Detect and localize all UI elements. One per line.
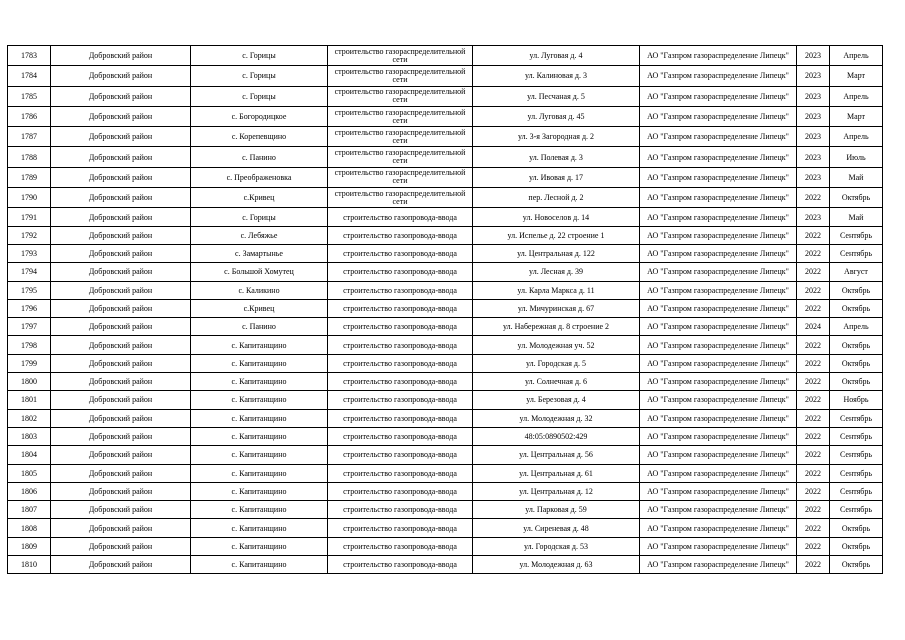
cell-work-type: строительство газопровода-ввода (328, 281, 473, 299)
table-row (8, 519, 883, 537)
cell-month: Апрель (830, 86, 883, 106)
cell-month: Сентябрь (830, 446, 883, 464)
cell-row-number: 1801 (8, 391, 51, 409)
table-row (8, 281, 883, 299)
cell-work-type: строительство газопровода-ввода (328, 244, 473, 262)
cell-address: ул. Центральная д. 61 (473, 464, 640, 482)
table-row (8, 482, 883, 500)
cell-address: ул. Центральная д. 12 (473, 482, 640, 500)
cell-settlement: с. Богородицкое (191, 106, 328, 126)
cell-work-type: строительство газопровода-ввода (328, 299, 473, 317)
table-row (8, 244, 883, 262)
cell-work-type: строительство газораспределительной сети (328, 106, 473, 126)
cell-row-number: 1804 (8, 446, 51, 464)
cell-month: Апрель (830, 127, 883, 147)
cell-district: Добровский район (51, 354, 191, 372)
cell-year: 2023 (797, 66, 830, 86)
cell-row-number: 1783 (8, 46, 51, 66)
cell-organization: АО "Газпром газораспределение Липецк" (640, 263, 797, 281)
table-row (8, 66, 883, 86)
cell-month: Сентябрь (830, 226, 883, 244)
cell-address: пер. Лесной д. 2 (473, 188, 640, 208)
cell-month: Октябрь (830, 556, 883, 574)
cell-address: ул. Испелье д. 22 строение 1 (473, 226, 640, 244)
cell-month: Октябрь (830, 188, 883, 208)
cell-organization: АО "Газпром газораспределение Липецк" (640, 354, 797, 372)
cell-work-type: строительство газораспределительной сети (328, 167, 473, 187)
cell-row-number: 1796 (8, 299, 51, 317)
table-row (8, 263, 883, 281)
cell-work-type: строительство газопровода-ввода (328, 336, 473, 354)
cell-year: 2022 (797, 519, 830, 537)
cell-year: 2022 (797, 281, 830, 299)
cell-organization: АО "Газпром газораспределение Липецк" (640, 501, 797, 519)
cell-settlement: с. Корепевщино (191, 127, 328, 147)
cell-row-number: 1809 (8, 537, 51, 555)
cell-settlement: с. Горицы (191, 46, 328, 66)
cell-year: 2022 (797, 537, 830, 555)
cell-settlement: с. Капитанщино (191, 409, 328, 427)
cell-district: Добровский район (51, 226, 191, 244)
cell-settlement: с. Капитанщино (191, 427, 328, 445)
table-row (8, 299, 883, 317)
table-row (8, 446, 883, 464)
cell-month: Сентябрь (830, 464, 883, 482)
cell-work-type: строительство газораспределительной сети (328, 188, 473, 208)
cell-row-number: 1794 (8, 263, 51, 281)
cell-month: Сентябрь (830, 427, 883, 445)
table-body (8, 46, 883, 574)
cell-district: Добровский район (51, 318, 191, 336)
cell-settlement: с.Кривец (191, 188, 328, 208)
cell-organization: АО "Газпром газораспределение Липецк" (640, 226, 797, 244)
cell-organization: АО "Газпром газораспределение Липецк" (640, 66, 797, 86)
cell-organization: АО "Газпром газораспределение Липецк" (640, 86, 797, 106)
cell-month: Октябрь (830, 537, 883, 555)
cell-settlement: с. Капитанщино (191, 464, 328, 482)
cell-month: Сентябрь (830, 482, 883, 500)
cell-year: 2022 (797, 391, 830, 409)
table-row (8, 537, 883, 555)
cell-year: 2023 (797, 167, 830, 187)
cell-organization: АО "Газпром газораспределение Липецк" (640, 373, 797, 391)
cell-district: Добровский район (51, 86, 191, 106)
cell-district: Добровский район (51, 66, 191, 86)
cell-settlement: с.Кривец (191, 299, 328, 317)
cell-district: Добровский район (51, 244, 191, 262)
cell-work-type: строительство газораспределительной сети (328, 127, 473, 147)
cell-work-type: строительство газопровода-ввода (328, 373, 473, 391)
cell-settlement: с. Горицы (191, 66, 328, 86)
cell-row-number: 1800 (8, 373, 51, 391)
table-row (8, 391, 883, 409)
cell-month: Июль (830, 147, 883, 167)
cell-address: ул. Центральная д. 122 (473, 244, 640, 262)
cell-row-number: 1793 (8, 244, 51, 262)
cell-settlement: с. Горицы (191, 208, 328, 226)
cell-year: 2022 (797, 244, 830, 262)
cell-year: 2022 (797, 226, 830, 244)
cell-district: Добровский район (51, 501, 191, 519)
cell-address: ул. Городская д. 53 (473, 537, 640, 555)
cell-row-number: 1803 (8, 427, 51, 445)
cell-district: Добровский район (51, 464, 191, 482)
cell-settlement: с. Преображеновка (191, 167, 328, 187)
cell-year: 2022 (797, 409, 830, 427)
cell-work-type: строительство газопровода-ввода (328, 446, 473, 464)
cell-district: Добровский район (51, 336, 191, 354)
gasification-table (7, 45, 883, 574)
cell-address: ул. Солнечная д. 6 (473, 373, 640, 391)
cell-year: 2022 (797, 354, 830, 372)
cell-year: 2022 (797, 336, 830, 354)
cell-address: ул. Сиреневая д. 48 (473, 519, 640, 537)
cell-year: 2022 (797, 482, 830, 500)
cell-work-type: строительство газопровода-ввода (328, 519, 473, 537)
cell-month: Апрель (830, 318, 883, 336)
cell-year: 2024 (797, 318, 830, 336)
cell-address: ул. Новоселов д. 14 (473, 208, 640, 226)
cell-address: ул. Лесная д. 39 (473, 263, 640, 281)
cell-settlement: с. Большой Хомутец (191, 263, 328, 281)
cell-address: ул. Полевая д. 3 (473, 147, 640, 167)
cell-month: Октябрь (830, 354, 883, 372)
cell-work-type: строительство газопровода-ввода (328, 226, 473, 244)
table-row (8, 167, 883, 187)
cell-district: Добровский район (51, 167, 191, 187)
cell-settlement: с. Капитанщино (191, 336, 328, 354)
cell-settlement: с. Капитанщино (191, 446, 328, 464)
cell-organization: АО "Газпром газораспределение Липецк" (640, 409, 797, 427)
table-row (8, 464, 883, 482)
cell-settlement: с. Лебяжье (191, 226, 328, 244)
cell-organization: АО "Газпром газораспределение Липецк" (640, 188, 797, 208)
table-row (8, 188, 883, 208)
cell-row-number: 1807 (8, 501, 51, 519)
cell-organization: АО "Газпром газораспределение Липецк" (640, 127, 797, 147)
cell-work-type: строительство газопровода-ввода (328, 354, 473, 372)
cell-district: Добровский район (51, 106, 191, 126)
cell-month: Сентябрь (830, 409, 883, 427)
cell-address: ул. Ивовая д. 17 (473, 167, 640, 187)
cell-work-type: строительство газораспределительной сети (328, 86, 473, 106)
cell-year: 2023 (797, 147, 830, 167)
cell-month: Октябрь (830, 299, 883, 317)
cell-address: ул. Центральная д. 56 (473, 446, 640, 464)
cell-district: Добровский район (51, 373, 191, 391)
cell-district: Добровский район (51, 556, 191, 574)
cell-district: Добровский район (51, 263, 191, 281)
cell-month: Апрель (830, 46, 883, 66)
cell-address: 48:05:0890502:429 (473, 427, 640, 445)
cell-month: Сентябрь (830, 501, 883, 519)
cell-month: Октябрь (830, 336, 883, 354)
cell-address: ул. Набережная д. 8 строение 2 (473, 318, 640, 336)
cell-year: 2023 (797, 86, 830, 106)
cell-row-number: 1798 (8, 336, 51, 354)
cell-month: Октябрь (830, 281, 883, 299)
cell-district: Добровский район (51, 427, 191, 445)
cell-row-number: 1784 (8, 66, 51, 86)
cell-address: ул. Мичуринская д. 67 (473, 299, 640, 317)
cell-settlement: с. Капитанщино (191, 556, 328, 574)
cell-year: 2023 (797, 106, 830, 126)
cell-address: ул. Парковая д. 59 (473, 501, 640, 519)
cell-address: ул. Молодежная д. 63 (473, 556, 640, 574)
cell-settlement: с. Капитанщино (191, 482, 328, 500)
cell-organization: АО "Газпром газораспределение Липецк" (640, 281, 797, 299)
table-row (8, 127, 883, 147)
cell-year: 2022 (797, 373, 830, 391)
cell-organization: АО "Газпром газораспределение Липецк" (640, 106, 797, 126)
cell-row-number: 1786 (8, 106, 51, 126)
cell-row-number: 1806 (8, 482, 51, 500)
cell-settlement: с. Горицы (191, 86, 328, 106)
table-row (8, 106, 883, 126)
cell-year: 2022 (797, 188, 830, 208)
cell-organization: АО "Газпром газораспределение Липецк" (640, 446, 797, 464)
table-row (8, 226, 883, 244)
table-row (8, 336, 883, 354)
cell-district: Добровский район (51, 519, 191, 537)
cell-year: 2022 (797, 446, 830, 464)
table-row (8, 86, 883, 106)
cell-address: ул. Городская д. 5 (473, 354, 640, 372)
cell-district: Добровский район (51, 188, 191, 208)
cell-organization: АО "Газпром газораспределение Липецк" (640, 167, 797, 187)
cell-work-type: строительство газораспределительной сети (328, 66, 473, 86)
cell-address: ул. Березовая д. 4 (473, 391, 640, 409)
cell-row-number: 1799 (8, 354, 51, 372)
cell-address: ул. Луговая д. 4 (473, 46, 640, 66)
cell-work-type: строительство газопровода-ввода (328, 263, 473, 281)
cell-month: Май (830, 167, 883, 187)
cell-organization: АО "Газпром газораспределение Липецк" (640, 318, 797, 336)
cell-district: Добровский район (51, 281, 191, 299)
cell-work-type: строительство газопровода-ввода (328, 464, 473, 482)
table-row (8, 556, 883, 574)
cell-settlement: с. Капитанщино (191, 373, 328, 391)
cell-month: Май (830, 208, 883, 226)
cell-settlement: с. Капитанщино (191, 519, 328, 537)
cell-row-number: 1808 (8, 519, 51, 537)
cell-work-type: строительство газопровода-ввода (328, 409, 473, 427)
cell-work-type: строительство газораспределительной сети (328, 46, 473, 66)
cell-month: Март (830, 66, 883, 86)
cell-organization: АО "Газпром газораспределение Липецк" (640, 147, 797, 167)
cell-row-number: 1789 (8, 167, 51, 187)
cell-month: Март (830, 106, 883, 126)
table-row (8, 373, 883, 391)
cell-month: Август (830, 263, 883, 281)
cell-organization: АО "Газпром газораспределение Липецк" (640, 556, 797, 574)
cell-row-number: 1802 (8, 409, 51, 427)
cell-year: 2022 (797, 556, 830, 574)
cell-work-type: строительство газопровода-ввода (328, 318, 473, 336)
cell-row-number: 1787 (8, 127, 51, 147)
cell-district: Добровский район (51, 482, 191, 500)
cell-work-type: строительство газопровода-ввода (328, 501, 473, 519)
cell-district: Добровский район (51, 391, 191, 409)
cell-address: ул. Молодежная уч. 52 (473, 336, 640, 354)
cell-year: 2023 (797, 127, 830, 147)
cell-settlement: с. Капитанщино (191, 501, 328, 519)
cell-district: Добровский район (51, 537, 191, 555)
cell-year: 2023 (797, 208, 830, 226)
cell-settlement: с. Панино (191, 318, 328, 336)
cell-organization: АО "Газпром газораспределение Липецк" (640, 391, 797, 409)
cell-organization: АО "Газпром газораспределение Липецк" (640, 537, 797, 555)
cell-work-type: строительство газопровода-ввода (328, 537, 473, 555)
cell-month: Октябрь (830, 373, 883, 391)
table-row (8, 501, 883, 519)
cell-work-type: строительство газопровода-ввода (328, 556, 473, 574)
cell-address: ул. 3-я Загородная д. 2 (473, 127, 640, 147)
cell-month: Октябрь (830, 519, 883, 537)
cell-row-number: 1790 (8, 188, 51, 208)
cell-district: Добровский район (51, 147, 191, 167)
cell-district: Добровский район (51, 208, 191, 226)
cell-month: Сентябрь (830, 244, 883, 262)
cell-settlement: с. Капитанщино (191, 354, 328, 372)
cell-year: 2022 (797, 263, 830, 281)
table-row (8, 409, 883, 427)
cell-organization: АО "Газпром газораспределение Липецк" (640, 46, 797, 66)
cell-district: Добровский район (51, 446, 191, 464)
cell-year: 2022 (797, 464, 830, 482)
cell-settlement: с. Панино (191, 147, 328, 167)
cell-month: Ноябрь (830, 391, 883, 409)
cell-work-type: строительство газопровода-ввода (328, 391, 473, 409)
cell-address: ул. Песчаная д. 5 (473, 86, 640, 106)
table-row (8, 318, 883, 336)
cell-row-number: 1810 (8, 556, 51, 574)
cell-organization: АО "Газпром газораспределение Липецк" (640, 427, 797, 445)
cell-organization: АО "Газпром газораспределение Липецк" (640, 299, 797, 317)
cell-organization: АО "Газпром газораспределение Липецк" (640, 208, 797, 226)
table-row (8, 46, 883, 66)
cell-district: Добровский район (51, 127, 191, 147)
table-row (8, 427, 883, 445)
cell-address: ул. Карла Маркса д. 11 (473, 281, 640, 299)
cell-address: ул. Луговая д. 45 (473, 106, 640, 126)
cell-row-number: 1788 (8, 147, 51, 167)
cell-row-number: 1795 (8, 281, 51, 299)
cell-work-type: строительство газопровода-ввода (328, 482, 473, 500)
cell-address: ул. Калиновая д. 3 (473, 66, 640, 86)
cell-work-type: строительство газопровода-ввода (328, 208, 473, 226)
cell-work-type: строительство газораспределительной сети (328, 147, 473, 167)
cell-year: 2022 (797, 427, 830, 445)
cell-district: Добровский район (51, 409, 191, 427)
cell-settlement: с. Капитанщино (191, 391, 328, 409)
table-row (8, 354, 883, 372)
cell-row-number: 1792 (8, 226, 51, 244)
cell-organization: АО "Газпром газораспределение Липецк" (640, 519, 797, 537)
cell-year: 2022 (797, 299, 830, 317)
cell-row-number: 1785 (8, 86, 51, 106)
cell-settlement: с. Замартынье (191, 244, 328, 262)
cell-organization: АО "Газпром газораспределение Липецк" (640, 336, 797, 354)
cell-address: ул. Молодежная д. 32 (473, 409, 640, 427)
cell-row-number: 1805 (8, 464, 51, 482)
table-row (8, 208, 883, 226)
cell-row-number: 1797 (8, 318, 51, 336)
cell-row-number: 1791 (8, 208, 51, 226)
cell-settlement: с. Капитанщино (191, 537, 328, 555)
cell-organization: АО "Газпром газораспределение Липецк" (640, 464, 797, 482)
cell-district: Добровский район (51, 299, 191, 317)
cell-organization: АО "Газпром газораспределение Липецк" (640, 244, 797, 262)
cell-district: Добровский район (51, 46, 191, 66)
table-row (8, 147, 883, 167)
cell-organization: АО "Газпром газораспределение Липецк" (640, 482, 797, 500)
cell-settlement: с. Каликино (191, 281, 328, 299)
cell-year: 2023 (797, 46, 830, 66)
cell-year: 2022 (797, 501, 830, 519)
cell-work-type: строительство газопровода-ввода (328, 427, 473, 445)
